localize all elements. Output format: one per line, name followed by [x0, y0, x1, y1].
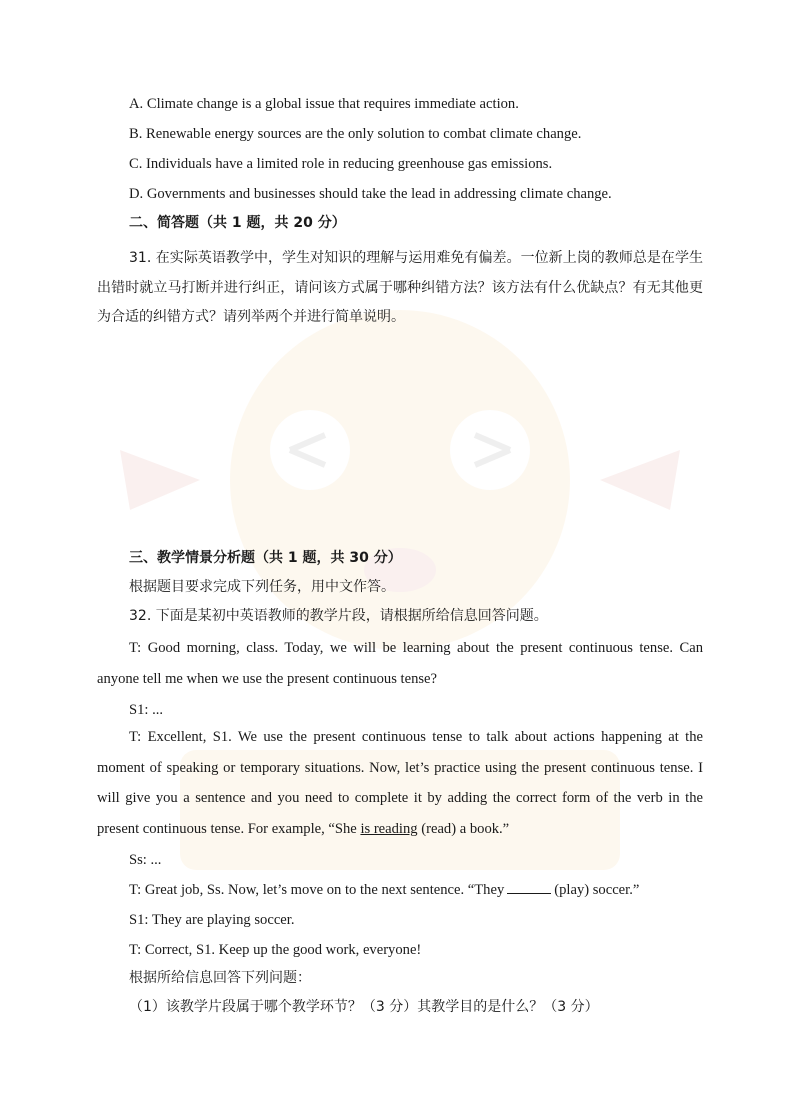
dialogue-ss: Ss: ...: [129, 852, 162, 868]
dialogue-teacher-4: T: Correct, S1. Keep up the good work, everyone!: [129, 942, 422, 958]
teacher-2-end: (read) a book.”: [417, 820, 510, 837]
option-a: A. Climate change is a global issue that requires immediate action.: [129, 96, 519, 112]
dialogue-teacher-1: T: Good morning, class. Today, we will be learning about the present continuous tense. Can anyone tell me when we use the present continuous tense?: [97, 640, 703, 687]
teacher-3-text: T: Great job, Ss. Now, let’s move on to the next sentence. “They: [129, 882, 505, 898]
dialogue-teacher-2: [97, 722, 703, 844]
dialogue-teacher-3: [129, 880, 639, 900]
example-underlined: is reading: [360, 820, 418, 837]
question-sub-1: （1）该教学片段属于哪个教学环节？（3 分）其教学目的是什么？（3 分）: [129, 999, 599, 1015]
section3-instruction: 根据题目要求完成下列任务，用中文作答。: [129, 579, 395, 595]
option-d: D. Governments and businesses should take the lead in addressing climate change.: [129, 186, 612, 202]
question-31: 31. 在实际英语教学中，学生对知识的理解与运用难免有偏差。一位新上岗的教师总是在学生出错时就立马打断并进行纠正，请问该方式属于哪种纠错方法？该方法有什么优缺点？有无其他更为合适的纠错方式？请列举两个并进行简单说明。: [97, 250, 703, 325]
option-c: C. Individuals have a limited role in reducing greenhouse gas emissions.: [129, 156, 553, 172]
questions-prompt: 根据所给信息回答下列问题：: [129, 970, 311, 986]
teacher-3-end: (play) soccer.”: [554, 882, 640, 898]
question-32: 32. 下面是某初中英语教师的教学片段，请根据所给信息回答问题。: [129, 608, 548, 624]
dialogue-s1-b: S1: They are playing soccer.: [129, 912, 295, 928]
teacher-2-text: T: Excellent, S1. We use the present continuous tense to talk about actions happening at the moment of speaking or temporary situations. Now, let’s practice using the present continuous tense. I will give you a sentence and you need to complete it by adding the correct form of the verb in the present continuous tense. For example, “She: [97, 729, 703, 837]
fill-blank: [507, 881, 551, 894]
option-b: B. Renewable energy sources are the only solution to combat climate change.: [129, 126, 582, 142]
section3-heading: 三、教学情景分析题（共 1 题，共 30 分）: [129, 550, 402, 566]
section2-heading: 二、简答题（共 1 题，共 20 分）: [129, 215, 346, 231]
dialogue-s1-a: S1: ...: [129, 702, 164, 718]
